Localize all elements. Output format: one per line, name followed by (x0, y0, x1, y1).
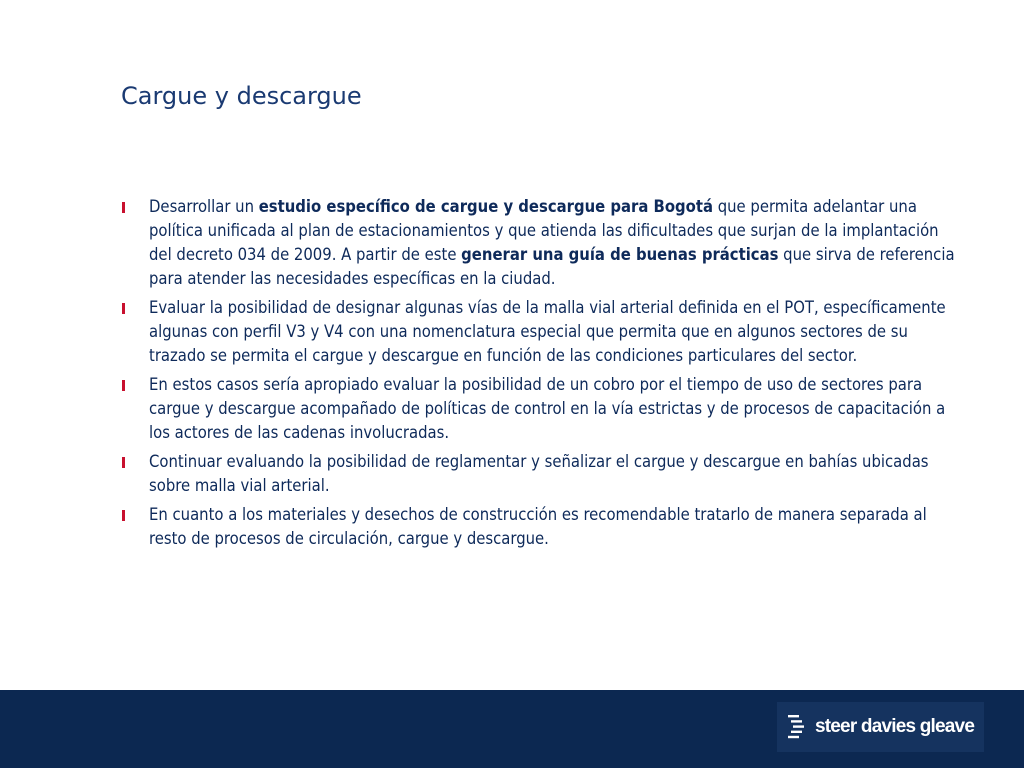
bullet-text: Evaluar la posibilidad de designar algunas vías de la malla vial arterial definida en el POT, específicamente algunas con perfil V3 y V4 con una nomenclatura especial que permita que en algunos sectores de su trazado se permita el cargue y descargue en función de las condiciones particulares del sector. (149, 298, 946, 365)
bullet-text: En estos casos sería apropiado evaluar la posibilidad de un cobro por el tiempo de uso de sectores para cargue y descargue acompañado de políticas de control en la vía estrictas y de procesos de capacitación a los actores de las cadenas involucradas. (149, 375, 946, 442)
bullet-item (120, 195, 965, 291)
text-segment: que sirva de referencia para atender las necesidades específicas en la ciudad. (149, 245, 955, 288)
text-segment: que permita adelantar una política unificada al plan de estacionamientos y que atienda las dificultades que surjan de la implantación del decreto 034 de 2009. A partir de este (149, 197, 939, 264)
bullet-marker-icon (122, 457, 125, 468)
bullet-text: En cuanto a los materiales y desechos de construcción es recomendable tratarlo de manera separada al resto de procesos de circulación, cargue y descargue. (149, 505, 927, 548)
text-segment: Desarrollar un (149, 197, 259, 216)
logo-text: steer davies gleave (815, 716, 975, 737)
bullet-marker-icon (122, 303, 125, 314)
bullet-item (120, 450, 965, 498)
bullet-item (120, 373, 965, 445)
bullet-text (149, 197, 955, 288)
slide-title: Cargue y descargue (121, 82, 362, 110)
bullet-item (120, 296, 965, 368)
bold-text-segment: generar una guía de buenas prácticas (461, 245, 779, 264)
bold-text-segment: estudio específico de cargue y descargue para Bogotá (258, 197, 713, 216)
company-logo (777, 702, 984, 752)
bullet-marker-icon (122, 510, 125, 521)
bullet-marker-icon (122, 380, 125, 391)
bullet-marker-icon (122, 202, 125, 213)
bullet-item (120, 503, 965, 551)
bullet-text: Continuar evaluando la posibilidad de reglamentar y señalizar el cargue y descargue en bahías ubicadas sobre malla vial arterial. (149, 452, 929, 495)
stacked-bars-logo-icon (788, 715, 806, 739)
bullet-list (120, 195, 965, 556)
